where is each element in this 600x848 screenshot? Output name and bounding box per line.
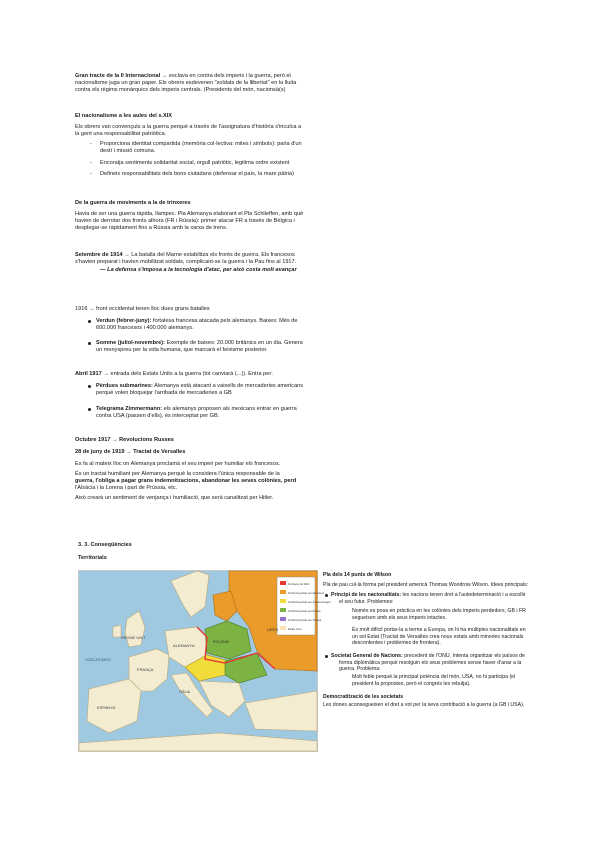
map-label-it: ITÀLIA [179,690,190,694]
legend-label-2: Territoris perduts per Alemanya [288,592,324,595]
verdun-line-2: 600.000 francesos i 400.000 alemanys. [96,325,194,331]
nationalism-heading: El nacionalisme a les aules del s.XIX [75,113,173,119]
legend-swatch-3 [280,599,286,603]
wilson-p1-line-a: les nacions tenen dret a l'autodeterminació i a escollir [402,592,526,598]
wilson-p1-sub2-b: un sol Estat (Tractat de Versalles crea nous estats amb minories nacionals [352,633,524,640]
legend-swatch-4 [280,608,286,612]
wilson-p1-sub1-a: Només es posa en pràctica en les colònies dels imperis perdedors, GB i FR [352,608,526,614]
movement-sep-1 [75,252,525,259]
intro-body-2: nacionalisme juga un gran paper. Els obrers esdevenen "soldats de la llibertat" en la lluita [75,80,297,86]
wilson-p1-title: Principi de les nacionalitats: [331,592,402,598]
consequences-subheading: Territorials [78,555,107,561]
wilson-point-2 [331,653,595,673]
intro-title: Gran tracte de la II Internacional [75,73,161,79]
wilson-p2-title: Societat General de Nacions: [331,653,403,659]
versailles-p1: Es fa al mateix lloc on Alemanya proclamà el seu imperi per humiliar els francesos. [75,461,281,467]
y1917-lead-line [75,371,525,378]
submarines-line-2: perquè volen bloquejar l'arribada de mercaderies a GB [96,390,232,396]
y1917-date: Abril 1917 [75,371,102,377]
map-label-es: ESPANYA [97,705,116,710]
submarines-title: Pèrdues submarines: [96,383,153,389]
legend-label-1: Fronteres de 1914 [288,583,310,586]
verdun-line-1: fortalesa francesa atacada pels alemanys. Baixes: Més de [152,318,298,324]
legend-label-5: Territoris perduts per Turquia [288,619,322,622]
wilson-p1-sub2-c: descontentes i problemes de frontera). [352,640,441,647]
europe-map-svg [79,571,331,751]
versailles-p2c: l'Alsàcia i la Lorena i part de Prússia, etc. [75,485,178,491]
wilson-p1-sub-2 [352,627,595,647]
movement-p2: havien de derrotar dos fronts alhora (FR i Rússia): primer atacar FR a través de Bèlgica i [75,218,295,224]
wilson-p2-line-c: guerra. Problema: [339,666,381,673]
somme-line-2: un menyspreu per la vida humana, que marcarà el feixisme posterior. [96,347,268,353]
nationalism-item-2-line-1: Encoratja sentiments solidaritat social, orgull patriòtic, legitima ordre existent [100,160,290,166]
movement-p3: desplegar-se ràpidament fins a Rússia amb la xarxa de trens. [75,225,228,231]
wilson-p1-sub2-a: És molt difícil portar-la a terme a Europa, on hi ha múltiples nacionalitats en [352,627,526,633]
wilson-p1-sub1-b: segueixen amb els seus imperis intactes. [352,614,447,621]
map-ireland [113,625,121,637]
nationalism-lead-2: la gent una responsabilitat patriòtica. [75,131,167,137]
legend-label-3: Territoris perduts per Àustria-Hongria [288,601,331,604]
legend-swatch-2 [280,590,286,594]
telegram-title: Telegrama Zimmermann: [96,406,163,412]
wilson-lead: Pla de pau cul·la forma pel president americà Thomas Woodrow Wilson. Idees principals: [323,582,529,588]
legend-label-6: Estats nous [288,628,302,631]
y1916-lead: 1916 → front occidental tenen lloc dues grans batalles [75,306,210,312]
telegram-line-2: contra USA (passen d'ells), és interceptat per GB. [96,413,220,419]
versailles-p2b: guerra, l'obliga a pagar grans indemnitzacions, abandonar les seves colònies, perd [75,478,297,484]
wilson-heading: Pla dels 14 punts de Wilson [323,572,392,578]
wilson-p1-line-b: el seu futur. Problemes: [339,598,394,605]
verdun-title: Verdun (febrer-juny): [96,318,152,324]
intro-line-1 [75,73,525,80]
map-label-fr: FRANÇA [137,667,154,672]
wilson-p2-sub1-a: Molt feble perquè la principal potència del món, USA, no hi participa (el [352,674,516,680]
y1917-item-telegram [96,406,520,420]
nationalism-item-3: - Defineix responsabilitats dels bons ciutadans (defensar el país, la mare pàtria) [90,171,520,178]
legend-swatch-1 [280,581,286,585]
intro-body-1: → esclava en contra dels imperis i la guerra, però el [161,73,291,79]
legend-swatch-5 [280,617,286,621]
wilson-p2-line-a: precedent de l'ONU. Intenta organitzar els països de [404,653,525,659]
nationalism-item-1-line-1: Proporciona identitat compartida (memòria col·lectiva: mites i símbols): parla d'un [100,141,302,147]
wilson-p2-line-b: forma diplomàtica perquè resolguin els seus problemes sense haver d'anar a la [339,659,522,666]
movement-sep-date: Setembre de 1914 [75,252,123,258]
movement-p1: Havia de ser una guerra ràpida, llampec. Pla Alemanya elaborant el Pla Schlieffen, amb què [75,211,304,217]
map-label-atlantic: OCEÀ ATLÀNTIC [85,658,112,662]
revolutions-line: Octubre 1917 → Revolucions Russes [75,437,174,443]
intro-body-3: contra els règims monàrquics dels imperis centrals. (Presidents del món, nacionsà(s) [75,87,286,93]
y1916-item-somme [96,340,520,354]
nationalism-item-2: - Encoratja sentiments solidaritat social, orgull patriòtic, legitima ordre existent [90,160,520,167]
map-label-ru: URSS [267,627,279,632]
movement-quote: — La defensa s'imposa a la tecnologia d'atac, per això costa molt avançar [100,267,297,273]
legend-label-4: Territoris perduts per Rússia [288,610,321,613]
versailles-line: 28 de juny de 1919 → Tractat de Versalles [75,449,186,455]
wilson-p1-sub-1 [352,608,595,621]
wilson-p2-sub1-b: president fa propostes, però el congrés les rebutja). [352,680,471,687]
y1917-item-submarines [96,383,520,397]
y1917-lead: → entrada dels Estats Units a la guerra (tot canviarà (...)). Entra per: [103,371,273,377]
versailles-p2a: És un tractat humiliant per Alemanya perquè la considera l'única responsable de la [75,471,280,477]
legend-swatch-6 [280,626,286,630]
somme-title: Somme (juliol-novembre): [96,340,165,346]
somme-line-1: Exemple de baixes: 20.000 britànics en un dia. Genera [166,340,303,346]
democratization-heading: Democratització de les societats [323,694,404,700]
versailles-p3: Això crearà un sentiment de venjança i humiliació, que serà canalitzat per Hitler. [75,495,274,501]
submarines-line-1: Alemanya està atacant a vaixells de mercaderies americans [154,383,304,389]
map-label-pl: POLÒNIA [213,640,229,644]
nationalism-item-3-line-1: Defineix responsabilitats dels bons ciutadans (defensar el país, la mare pàtria) [100,171,295,177]
wilson-point-1 [331,592,595,605]
democratization-body: Les dones aconsegueixen el dret a vot per la seva contribució a la guerra (a GB i USA). [323,702,525,708]
movement-sep-text: → La batalla del Marne estabilitza els fronts de guerra. Els francesos [124,252,295,258]
wilson-p2-sub-1 [352,674,595,687]
movement-heading: De la guerra de moviments a la de trinxeres [75,200,191,206]
y1916-item-verdun [96,318,520,332]
europe-map [78,570,331,752]
nationalism-item-1-line-2: destí i missió comuna. [100,148,156,154]
movement-sep-2: s'havien preparat i havien mobilitzat soldats, complicant-se la guerra i la Pau fins al 1917. [75,259,297,265]
nationalism-item-1: - Proporciona identitat compartida (memòria col·lectiva: mites i símbols): parla d'un destí i missió comuna. [90,141,520,155]
nationalism-lead-1: Els obrers van convençuts a la guerra perquè a través de l'assignatura d'història s'inculca a [75,124,302,130]
telegram-line-1: els alemanys proposen als mexicans entrar en guerra [163,406,297,412]
consequences-heading: 3. 3. Conseqüències [78,542,132,548]
map-label-de: ALEMANYA [173,643,195,648]
map-label-gb: REGNE UNIT [121,635,146,640]
